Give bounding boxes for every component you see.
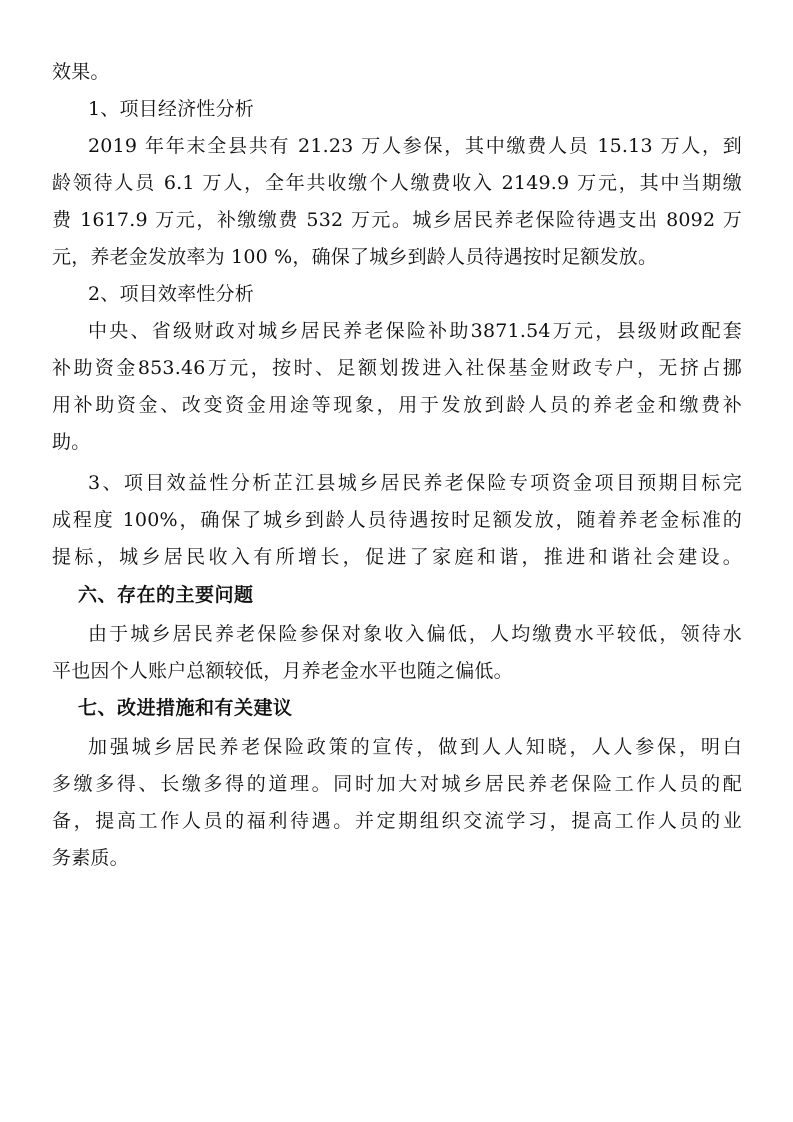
paragraph-line: 提标，城乡居民收入有所增长，促进了家庭和谐，推进和谐社会建设。 bbox=[52, 546, 742, 568]
paragraph-line: 龄领待人员 6.1 万人，全年共收缴个人缴费收入 2149.9 万元，其中当期缴 bbox=[52, 172, 742, 194]
paragraph-line: 元，养老金发放率为 100 %，确保了城乡到龄人员待遇按时足额发放。 bbox=[52, 246, 658, 268]
paragraph-line: 由于城乡居民养老保险参保对象收入偏低，人均缴费水平较低，领待水 bbox=[88, 623, 742, 645]
paragraph-line: 费 1617.9 万元，补缴缴费 532 万元。城乡居民养老保险待遇支出 8092 万 bbox=[52, 209, 742, 231]
paragraph-line: 加强城乡居民养老保险政策的宣传，做到人人知晓，人人参保，明白 bbox=[88, 736, 742, 758]
section-heading-main-problems: 六、存在的主要问题 bbox=[78, 584, 254, 606]
paragraph-line: 备，提高工作人员的福利待遇。并定期组织交流学习，提高工作人员的业 bbox=[52, 810, 742, 832]
paragraph-line: 2019 年年末全县共有 21.23 万人参保，其中缴费人员 15.13 万人，到 bbox=[88, 135, 742, 157]
subheading-economic-analysis: 1、项目经济性分析 bbox=[88, 98, 254, 120]
paragraph-line: 成程度 100%，确保了城乡到龄人员待遇按时足额发放，随着养老金标准的 bbox=[52, 509, 742, 531]
paragraph-line: 务素质。 bbox=[52, 847, 129, 869]
paragraph-line: 效果。 bbox=[52, 61, 110, 83]
paragraph-line: 3、项目效益性分析芷江县城乡居民养老保险专项资金项目预期目标完 bbox=[88, 472, 742, 494]
paragraph-line: 用补助资金、改变资金用途等现象，用于发放到龄人员的养老金和缴费补 bbox=[52, 394, 742, 416]
paragraph-line: 补助资金853.46万元，按时、足额划拨进入社保基金财政专户，无挤占挪 bbox=[52, 357, 742, 379]
section-heading-improvements: 七、改进措施和有关建议 bbox=[78, 697, 293, 719]
paragraph-line: 中央、省级财政对城乡居民养老保险补助3871.54万元，县级财政配套 bbox=[88, 320, 742, 342]
paragraph-line: 助。 bbox=[52, 431, 91, 453]
paragraph-line: 多缴多得、长缴多得的道理。同时加大对城乡居民养老保险工作人员的配 bbox=[52, 773, 742, 795]
paragraph-line: 平也因个人账户总额较低，月养老金水平也随之偏低。 bbox=[52, 660, 513, 682]
subheading-efficiency-analysis: 2、项目效率性分析 bbox=[88, 283, 254, 305]
